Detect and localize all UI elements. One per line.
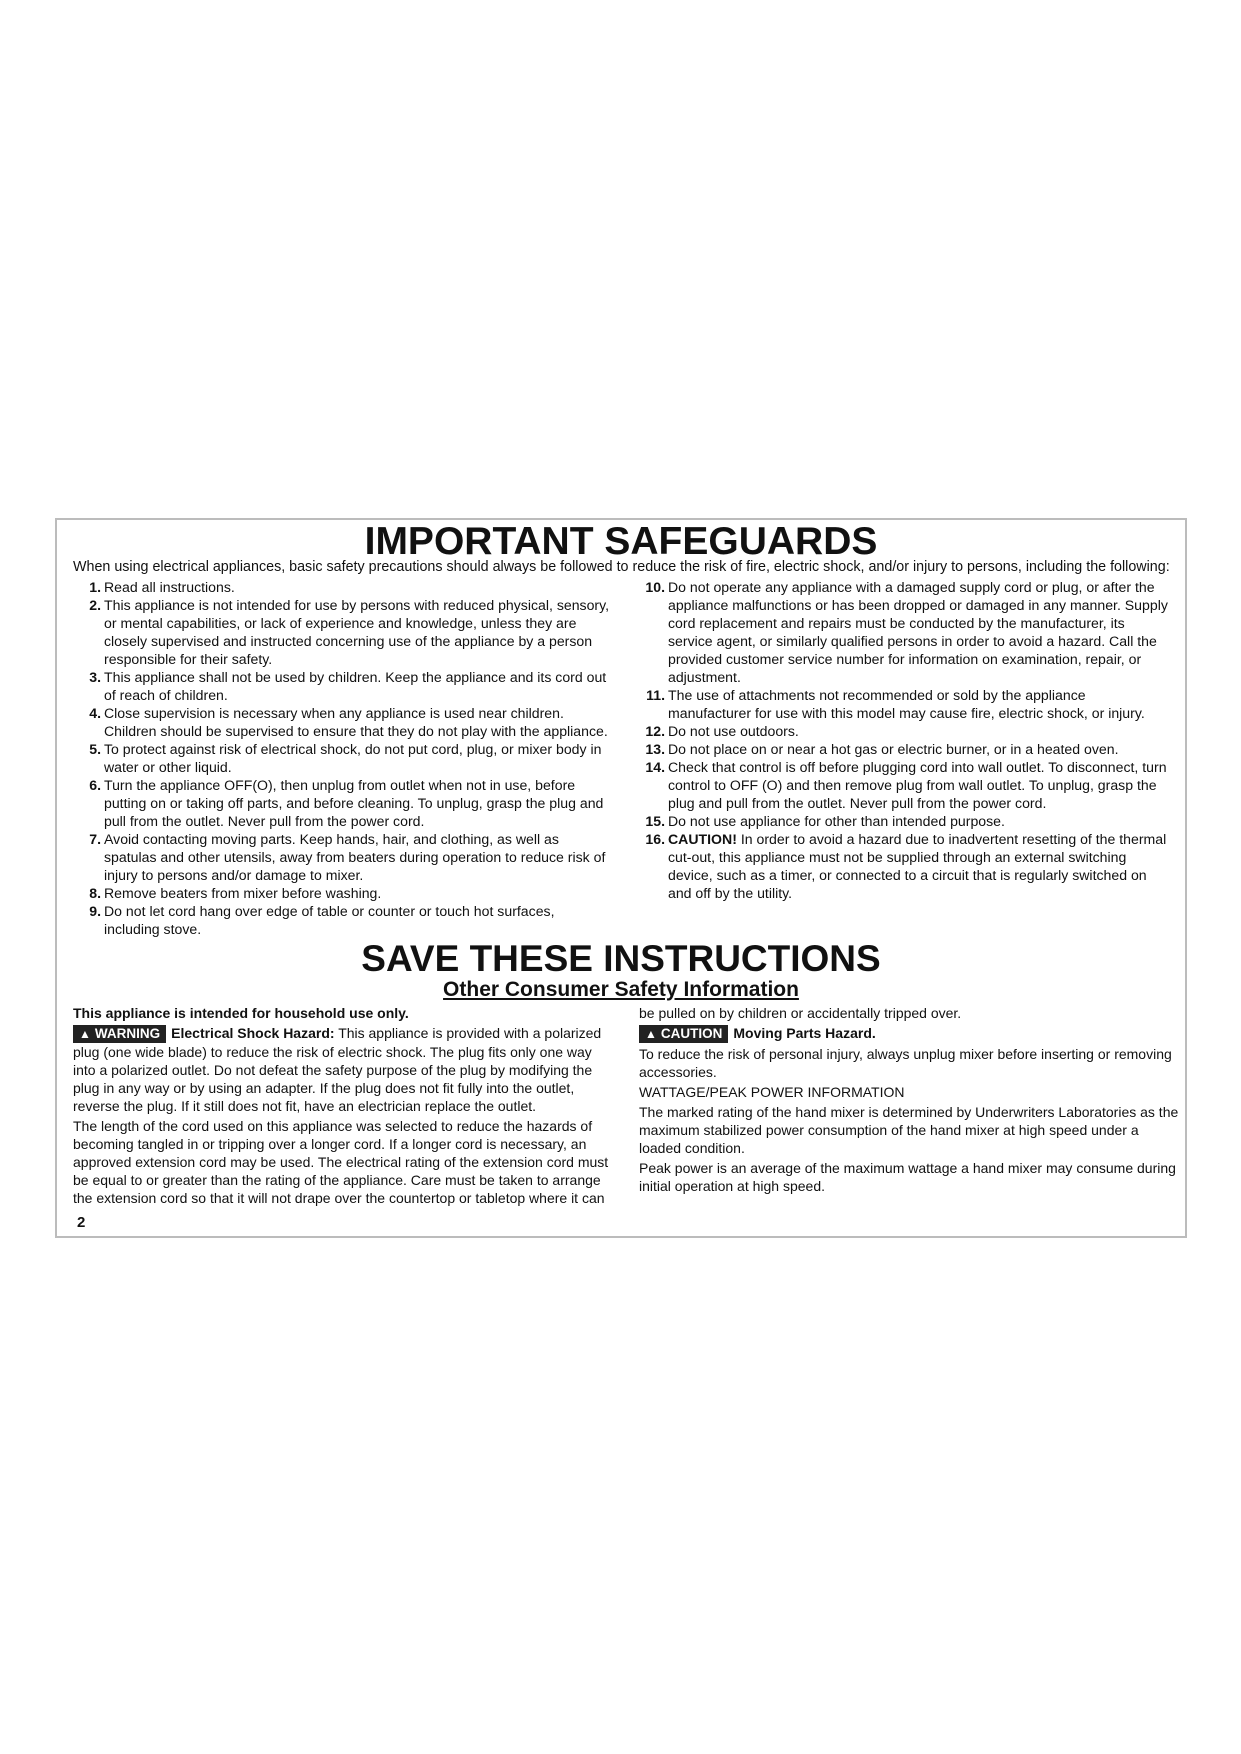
household-note: This appliance is intended for household use only.: [73, 1005, 409, 1021]
safeguard-text: [104, 884, 613, 902]
safeguard-body: Remove beaters from mixer before washing.: [104, 885, 382, 901]
safeguard-number: 8.: [89, 885, 101, 901]
page-number: 2: [77, 1214, 86, 1231]
safeguard-body: In order to avoid a hazard due to inadvertent resetting of the thermal cut-out, this appliance must not be supplied through an external switching device, such as a timer, or connected to a circuit that is regularly switched on and off by the utility.: [668, 831, 1167, 901]
safeguard-item: [631, 578, 1171, 686]
safeguard-body: Check that control is off before plugging cord into wall outlet. To disconnect, turn control to OFF (O) and then remove plug from wall outlet. To unplug, grasp the plug and pull from the outlet. Never pull from the power cord.: [668, 759, 1167, 811]
safeguard-body: Read all instructions.: [104, 579, 235, 595]
safeguard-number: 4.: [89, 705, 101, 721]
save-instructions-title: SAVE THESE INSTRUCTIONS: [361, 938, 881, 979]
safeguard-body: This appliance is not intended for use by persons with reduced physical, sensory, or mental capabilities, or lack of experience and knowledge, unless they are closely supervised and instructed concerning use of the appliance by a person responsible for their safety.: [104, 597, 610, 667]
safeguard-text: [104, 740, 613, 776]
safeguard-item: [73, 902, 613, 938]
safeguard-number: 11.: [646, 687, 665, 703]
safeguard-body: Do not place on or near a hot gas or electric burner, or in a heated oven.: [668, 741, 1119, 757]
safeguards-list-left: [73, 578, 613, 938]
other-info-left: [73, 1004, 613, 1209]
wattage-heading: WATTAGE/PEAK POWER INFORMATION: [639, 1084, 905, 1100]
safeguard-number: 13.: [645, 741, 665, 757]
safeguard-body: Turn the appliance OFF(O), then unplug from outlet when not in use, before putting on or taking off parts, and before cleaning. To unplug, grasp the plug and pull from the outlet. Never pull from the power cord.: [104, 777, 604, 829]
caution-block: [639, 1024, 1179, 1043]
safeguard-body: Close supervision is necessary when any appliance is used near children. Children should be supervised to ensure that they do not play with the appliance.: [104, 705, 608, 739]
other-info-right: [639, 1004, 1179, 1197]
safeguard-text: [668, 722, 1171, 740]
safeguard-text: [104, 776, 613, 830]
peak-text: Peak power is an average of the maximum wattage a hand mixer may consume during initial operation at high speed.: [639, 1160, 1176, 1194]
safeguard-number: 16.: [645, 831, 665, 847]
other-safety-title: Other Consumer Safety Information: [443, 978, 799, 1001]
wattage-text: The marked rating of the hand mixer is determined by Underwriters Laboratories as the maximum stabilized power consumption of the hand mixer at high speed under a loaded condition.: [639, 1104, 1179, 1156]
safeguard-lead: CAUTION!: [668, 831, 737, 847]
safeguard-text: [668, 740, 1171, 758]
safeguard-item: [73, 668, 613, 704]
safeguard-text: [104, 596, 613, 668]
safeguard-body: Do not operate any appliance with a damaged supply cord or plug, or after the appliance malfunctions or has been dropped or damaged in any manner. Supply cord replacement and repairs must be conducted by the manufacturer, its service agent, or similarly qualified persons in order to avoid a hazard. Call the provided customer service number for information on examination, repair, or adjustment.: [668, 579, 1168, 685]
safeguard-text: [104, 578, 613, 596]
safeguard-text: [668, 758, 1171, 812]
safeguard-number: 10.: [645, 579, 665, 595]
safeguard-text: [668, 578, 1171, 686]
safeguard-text: [104, 830, 613, 884]
warning-badge: ▲ WARNING: [73, 1025, 166, 1043]
cord-text-continued: be pulled on by children or accidentally tripped over.: [639, 1005, 962, 1021]
safeguard-item: [631, 686, 1171, 722]
safeguard-text: [104, 704, 613, 740]
safeguard-body: The use of attachments not recommended or sold by the appliance manufacturer for use with this model may cause fire, electric shock, or injury.: [668, 687, 1145, 721]
safeguard-item: [73, 776, 613, 830]
safeguard-item: [73, 578, 613, 596]
safeguard-item: [73, 884, 613, 902]
safeguard-number: 15.: [645, 813, 665, 829]
safeguard-body: This appliance shall not be used by children. Keep the appliance and its cord out of reach of children.: [104, 669, 607, 703]
intro-text: When using electrical appliances, basic safety precautions should always be followed to reduce the risk of fire, electric shock, and/or injury to persons, including the following:: [73, 559, 1170, 575]
safeguard-number: 14.: [645, 759, 665, 775]
safeguard-number: 3.: [89, 669, 101, 685]
safeguard-text: [668, 830, 1171, 902]
safeguard-text: [104, 902, 613, 938]
safeguard-number: 12.: [645, 723, 665, 739]
safeguard-text: [104, 668, 613, 704]
safeguard-item: [73, 740, 613, 776]
safeguard-item: [631, 830, 1171, 902]
safeguard-item: [631, 722, 1171, 740]
warning-triangle-icon: ▲: [79, 1027, 91, 1041]
caution-heading: Moving Parts Hazard.: [733, 1025, 876, 1041]
warning-block: [73, 1024, 613, 1115]
safeguard-text: [668, 686, 1171, 722]
cord-text: The length of the cord used on this appliance was selected to reduce the hazards of becoming tangled in or tripping over a longer cord. If a longer cord is necessary, an approved extension cord may be used. The electrical rating of the extension cord must be equal to or greater than the rating of the appliance. Care must be taken to arrange the extension cord so that it will not drape over the countertop or tabletop where it can: [73, 1118, 609, 1206]
safeguard-body: Do not use outdoors.: [668, 723, 799, 739]
warning-heading: Electrical Shock Hazard:: [171, 1025, 335, 1041]
safeguard-number: 2.: [89, 597, 101, 613]
safeguard-item: [631, 758, 1171, 812]
warning-text: This appliance is provided with a polarized plug (one wide blade) to reduce the risk of electric shock. The plug fits only one way into a polarized outlet. Do not defeat the safety purpose of the plug by modifying the plug in any way or by using an adapter. If the plug does not fit fully into the outlet, reverse the plug. If it still does not fit, have an electrician replace the outlet.: [73, 1025, 602, 1114]
safeguard-body: Avoid contacting moving parts. Keep hands, hair, and clothing, as well as spatulas and other utensils, away from beaters during operation to reduce risk of injury to persons and/or damage to mixer.: [104, 831, 606, 883]
caution-triangle-icon: ▲: [645, 1027, 657, 1041]
safeguard-body: Do not let cord hang over edge of table or counter or touch hot surfaces, including stove.: [104, 903, 555, 937]
safeguard-body: Do not use appliance for other than intended purpose.: [668, 813, 1005, 829]
safeguard-item: [631, 812, 1171, 830]
safeguard-item: [73, 830, 613, 884]
caution-text: To reduce the risk of personal injury, always unplug mixer before inserting or removing accessories.: [639, 1046, 1172, 1080]
safeguard-number: 6.: [89, 777, 101, 793]
page-title: IMPORTANT SAFEGUARDS: [364, 520, 878, 563]
caution-badge: ▲ CAUTION: [639, 1025, 728, 1043]
safeguard-number: 1.: [89, 579, 101, 595]
safeguards-list-right: [631, 578, 1171, 902]
safeguard-item: [73, 596, 613, 668]
safeguard-item: [73, 704, 613, 740]
safeguard-text: [668, 812, 1171, 830]
safeguard-number: 7.: [89, 831, 101, 847]
safeguard-number: 5.: [89, 741, 101, 757]
safeguard-body: To protect against risk of electrical shock, do not put cord, plug, or mixer body in water or other liquid.: [104, 741, 602, 775]
safeguards-panel: [55, 518, 1187, 1238]
safeguard-item: [631, 740, 1171, 758]
safeguard-number: 9.: [89, 903, 101, 919]
